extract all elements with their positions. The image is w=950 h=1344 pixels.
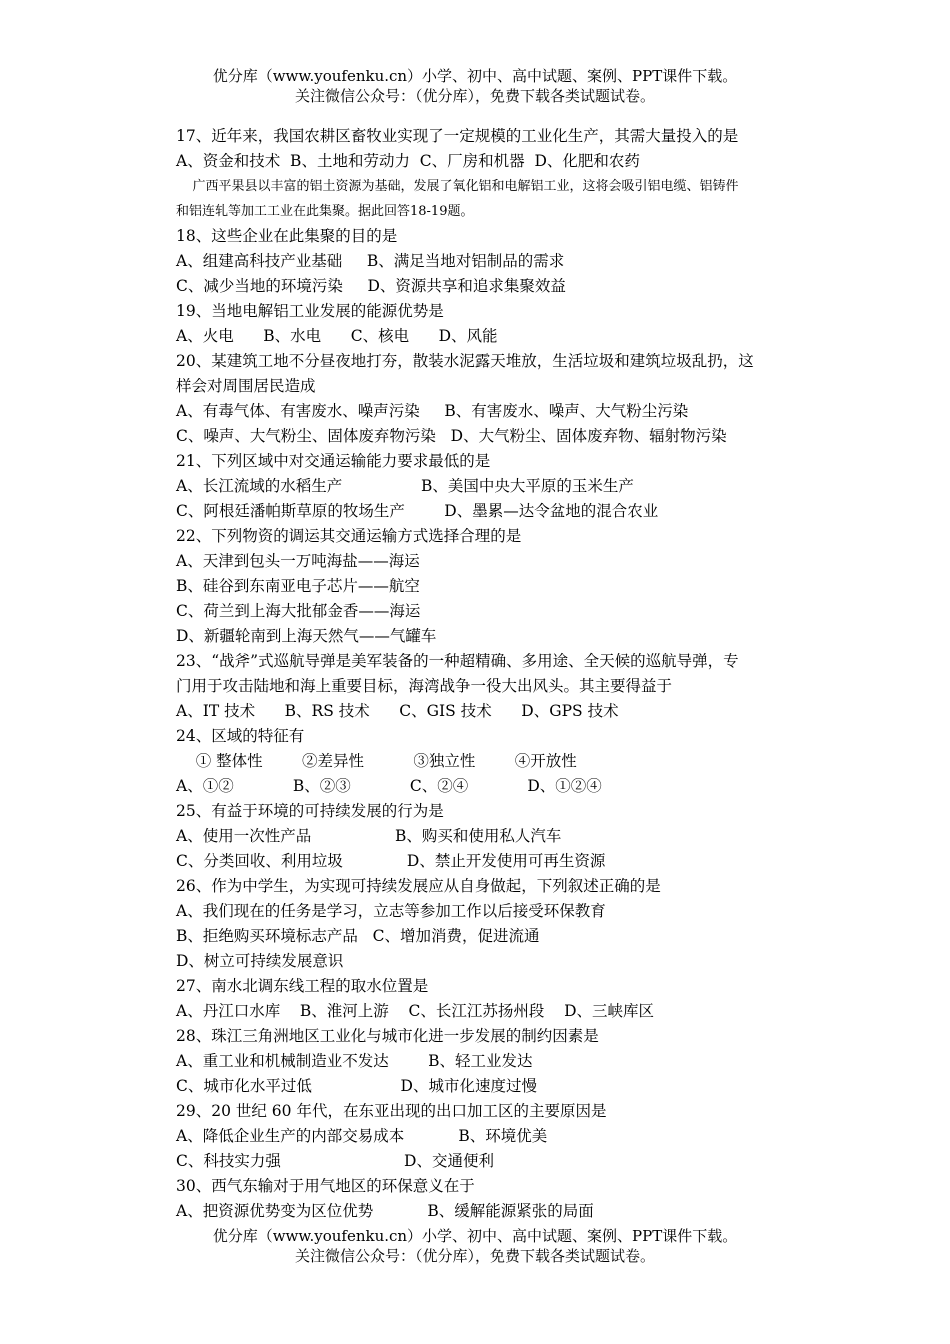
text-line: 18、这些企业在此集聚的目的是 bbox=[176, 227, 398, 245]
text-line: A、有毒气体、有害废水、噪声污染 B、有害废水、噪声、大气粉尘污染 bbox=[176, 402, 689, 420]
text-line: A、IT 技术 B、RS 技术 C、GIS 技术 D、GPS 技术 bbox=[176, 702, 619, 720]
text-line: A、天津到包头一万吨海盐——海运 bbox=[176, 552, 420, 570]
text-line: A、重工业和机械制造业不发达 B、轻工业发达 bbox=[176, 1052, 533, 1070]
text-line: 24、区域的特征有 bbox=[176, 727, 305, 745]
header-line-1: 优分库（www.youfenku.cn）小学、初中、高中试题、案例、PPT课件下载。 bbox=[212, 67, 738, 85]
text-line: 和铝连轧等加工工业在此集聚。据此回答18-19题。 bbox=[176, 204, 474, 219]
exam-questions bbox=[176, 124, 816, 1224]
text-line: 28、珠江三角洲地区工业化与城市化进一步发展的制约因素是 bbox=[176, 1027, 599, 1045]
text-line: C、阿根廷潘帕斯草原的牧场生产 D、墨累—达令盆地的混合农业 bbox=[176, 502, 659, 520]
text-line: 26、作为中学生，为实现可持续发展应从自身做起，下列叙述正确的是 bbox=[176, 877, 661, 895]
footer-line-2: 关注微信公众号：（优分库），免费下载各类试题试卷。 bbox=[294, 1247, 655, 1265]
page-footer bbox=[0, 1226, 950, 1266]
text-line: B、拒绝购买环境标志产品 C、增加消费，促进流通 bbox=[176, 927, 540, 945]
text-line: B、硅谷到东南亚电子芯片——航空 bbox=[176, 577, 420, 595]
text-line: A、丹江口水库 B、淮河上游 C、长江江苏扬州段 D、三峡库区 bbox=[176, 1002, 654, 1020]
text-line: 广西平果县以丰富的铝土资源为基础，发展了氧化铝和电解铝工业，这将会吸引铝电缆、铝铸件 bbox=[176, 179, 739, 194]
footer-line-1: 优分库（www.youfenku.cn）小学、初中、高中试题、案例、PPT课件下载。 bbox=[212, 1227, 738, 1245]
text-line: A、资金和技术 B、土地和劳动力 C、厂房和机器 D、化肥和农药 bbox=[176, 152, 640, 170]
text-line: 25、有益于环境的可持续发展的行为是 bbox=[176, 802, 444, 820]
text-line: 23、“战斧”式巡航导弹是美军装备的一种超精确、多用途、全天候的巡航导弹，专 bbox=[176, 652, 739, 670]
text-line: A、①② B、②③ C、②④ D、①②④ bbox=[176, 777, 602, 795]
text-line: C、科技实力强 D、交通便利 bbox=[176, 1152, 494, 1170]
page-header bbox=[0, 66, 950, 106]
text-line: 30、西气东输对于用气地区的环保意义在于 bbox=[176, 1177, 475, 1195]
text-line: C、分类回收、利用垃圾 D、禁止开发使用可再生资源 bbox=[176, 852, 606, 870]
text-line: ① 整体性 ②差异性 ③独立性 ④开放性 bbox=[176, 752, 577, 770]
text-line: A、长江流域的水稻生产 B、美国中央大平原的玉米生产 bbox=[176, 477, 634, 495]
text-line: A、火电 B、水电 C、核电 D、风能 bbox=[176, 327, 498, 345]
text-line: A、把资源优势变为区位优势 B、缓解能源紧张的局面 bbox=[176, 1202, 594, 1220]
text-line: D、新疆轮南到上海天然气——气罐车 bbox=[176, 627, 437, 645]
text-line: 样会对周围居民造成 bbox=[176, 377, 316, 395]
text-line: A、组建高科技产业基础 B、满足当地对铝制品的需求 bbox=[176, 252, 565, 270]
text-line: C、噪声、大气粉尘、固体废弃物污染 D、大气粉尘、固体废弃物、辐射物污染 bbox=[176, 427, 727, 445]
text-line: 22、下列物资的调运其交通运输方式选择合理的是 bbox=[176, 527, 522, 545]
text-line: D、树立可持续发展意识 bbox=[176, 952, 344, 970]
text-line: A、我们现在的任务是学习，立志等参加工作以后接受环保教育 bbox=[176, 902, 606, 920]
text-line: A、降低企业生产的内部交易成本 B、环境优美 bbox=[176, 1127, 548, 1145]
text-line: 29、20 世纪 60 年代，在东亚出现的出口加工区的主要原因是 bbox=[176, 1102, 607, 1120]
text-line: 19、当地电解铝工业发展的能源优势是 bbox=[176, 302, 444, 320]
header-line-2: 关注微信公众号：（优分库），免费下载各类试题试卷。 bbox=[294, 87, 655, 105]
text-line: 21、下列区域中对交通运输能力要求最低的是 bbox=[176, 452, 491, 470]
text-line: 17、近年来，我国农耕区畜牧业实现了一定规模的工业化生产，其需大量投入的是 bbox=[176, 127, 739, 145]
text-line: C、城市化水平过低 D、城市化速度过慢 bbox=[176, 1077, 537, 1095]
text-line: 门用于攻击陆地和海上重要目标，海湾战争一役大出风头。其主要得益于 bbox=[176, 677, 673, 695]
text-line: C、减少当地的环境污染 D、资源共享和追求集聚效益 bbox=[176, 277, 566, 295]
text-line: C、荷兰到上海大批郁金香——海运 bbox=[176, 602, 421, 620]
text-line: A、使用一次性产品 B、购买和使用私人汽车 bbox=[176, 827, 562, 845]
text-line: 20、某建筑工地不分昼夜地打夯，散装水泥露天堆放，生活垃圾和建筑垃圾乱扔，这 bbox=[176, 352, 754, 370]
text-line: 27、南水北调东线工程的取水位置是 bbox=[176, 977, 429, 995]
